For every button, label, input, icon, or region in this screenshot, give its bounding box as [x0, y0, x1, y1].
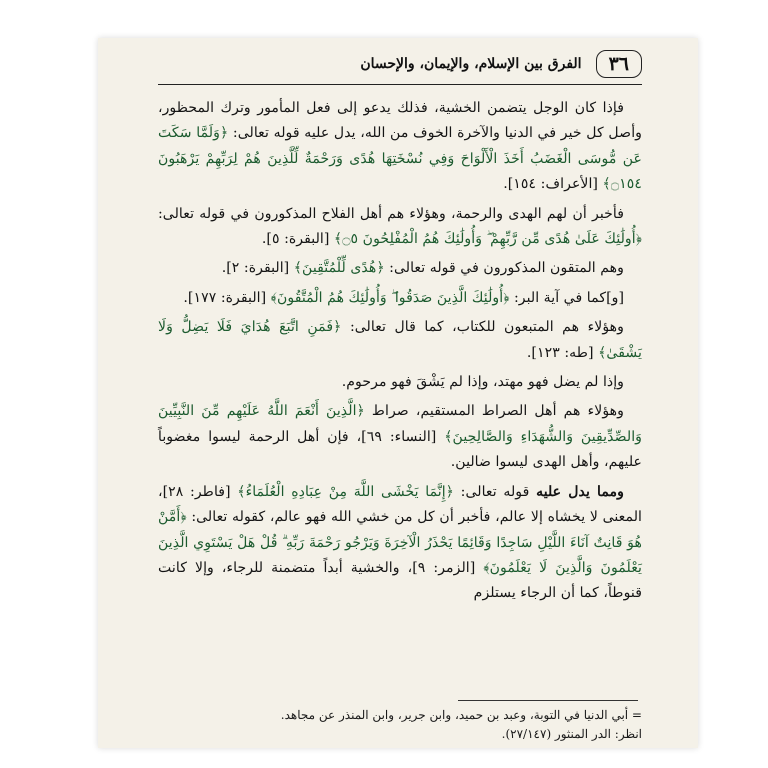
verse-reference: [الأعراف: ١٥٤].: [503, 176, 603, 193]
text: قوله تعالى:: [454, 483, 537, 500]
quran-verse: ﴿هُدًى لِّلْمُتَّقِينَ﴾: [293, 260, 385, 277]
paragraph: [158, 480, 642, 607]
paragraph: [158, 96, 642, 198]
paragraph: [158, 315, 642, 366]
paragraph: [158, 256, 642, 281]
footnote-line: = أبي الدنيا في التوبة، وعبد بن حميد، وابن جرير، وابن المنذر عن مجاهد.: [280, 708, 642, 722]
book-page: [98, 38, 698, 748]
text: [الزمر: ٩]، والخشية أبداً متضمنة للرجاء، وإلا كانت قنوطاً، كما أن الرجاء يستلزم: [158, 559, 642, 602]
quran-verse: ﴿فَمَنِ اتَّبَعَ هُدَايَ فَلَا يَضِلُّ وَلَا يَشْقَىٰ﴾: [158, 319, 642, 361]
quran-verse: ﴿أَمَّنْ هُوَ قَانِتٌ آنَاءَ اللَّيْلِ سَاجِدًا وَقَائِمًا يَحْذَرُ الْآخِرَةَ وَيَرْجُو رَحْمَةَ رَبِّهِ ۗ قُلْ هَلْ يَسْتَوِي الَّذِينَ يَعْلَمُونَ وَالَّذِينَ لَا يَعْلَمُونَ﴾: [158, 509, 642, 576]
text: [و]كما في آية البر:: [509, 289, 624, 306]
verse-reference: [البقرة: ٢].: [221, 260, 294, 277]
quran-verse: ﴿وَلَمَّا سَكَتَ عَن مُّوسَى الْغَضَبُ أَخَذَ الْأَلْوَاحَ وَفِي نُسْخَتِهَا هُدًى وَرَحْمَةٌ لِّلَّذِينَ هُمْ لِرَبِّهِمْ يَرْهَبُونَ ۝١٥٤﴾: [158, 125, 642, 193]
quran-verse: ﴿أُولَٰئِكَ عَلَىٰ هُدًى مِّن رَّبِّهِمْ ۖ وَأُولَٰئِكَ هُمُ الْمُفْلِحُونَ ۝٥﴾: [333, 231, 642, 248]
body-text: [158, 96, 642, 611]
paragraph: وإذا لم يضل فهو مهتد، وإذا لم يَشْقَ فهو مرحوم.: [341, 374, 624, 391]
footnote-line: انظر: الدر المنثور (٢٧/١٤٧).: [501, 727, 642, 741]
verse-reference: [البقرة: ٥].: [261, 231, 334, 248]
paragraph: [158, 202, 642, 253]
footnote: [158, 706, 642, 744]
verse-reference: [طه: ١٢٣].: [526, 344, 599, 361]
running-title: الفرق بين الإسلام، والإيمان، والإحسان: [360, 56, 582, 72]
quran-verse: ﴿إِنَّمَا يَخْشَى اللَّهَ مِنْ عِبَادِهِ الْعُلَمَاءُ﴾: [237, 483, 454, 500]
quran-verse: ﴿الَّذِينَ أَنْعَمَ اللَّهُ عَلَيْهِم مِّنَ النَّبِيِّينَ وَالصِّدِّيقِينَ وَالشُّهَدَاءِ وَالصَّالِحِينَ﴾: [158, 403, 642, 445]
footnote-rule: [458, 700, 638, 701]
text: فإذا كان الوجل يتضمن الخشية، فذلك يدعو إلى فعل المأمور وترك المحظور، وأصل كل خير في الدنيا والآخرة الخوف من الله، يدل عليه قوله تعالى:: [158, 100, 642, 142]
text: فأخبر أن لهم الهدى والرحمة، وهؤلاء هم أهل الفلاح المذكورون في قوله تعالى:: [158, 205, 624, 222]
text: [فاطر: ٢٨]، المعنى لا يخشاه إلا عالم، فأخبر أن كل من خشي الله فهو عالم، كقوله تعالى:: [158, 483, 642, 526]
page-header: [158, 49, 642, 79]
bold-lead: ومما يدل عليه: [536, 483, 625, 500]
text: وهؤلاء هم أهل الصراط المستقيم، صراط: [364, 403, 624, 420]
text: وهؤلاء هم المتبعون للكتاب، كما قال تعالى:: [341, 319, 625, 336]
paragraph: [158, 286, 642, 311]
header-rule: [158, 84, 642, 85]
page-number: ٣٦: [596, 50, 642, 78]
text: وهم المتقون المذكورون في قوله تعالى:: [384, 260, 624, 277]
paragraph: [158, 399, 642, 475]
verse-reference: [البقرة: ١٧٧].: [183, 289, 271, 306]
quran-verse: ﴿أُولَٰئِكَ الَّذِينَ صَدَقُوا ۖ وَأُولَٰئِكَ هُمُ الْمُتَّقُونَ﴾: [270, 289, 510, 306]
verse-reference: [النساء: ٦٩]، فإن أهل الرحمة ليسوا مغضوباً عليهم، وأهل الهدى ليسوا ضالين.: [158, 428, 642, 471]
